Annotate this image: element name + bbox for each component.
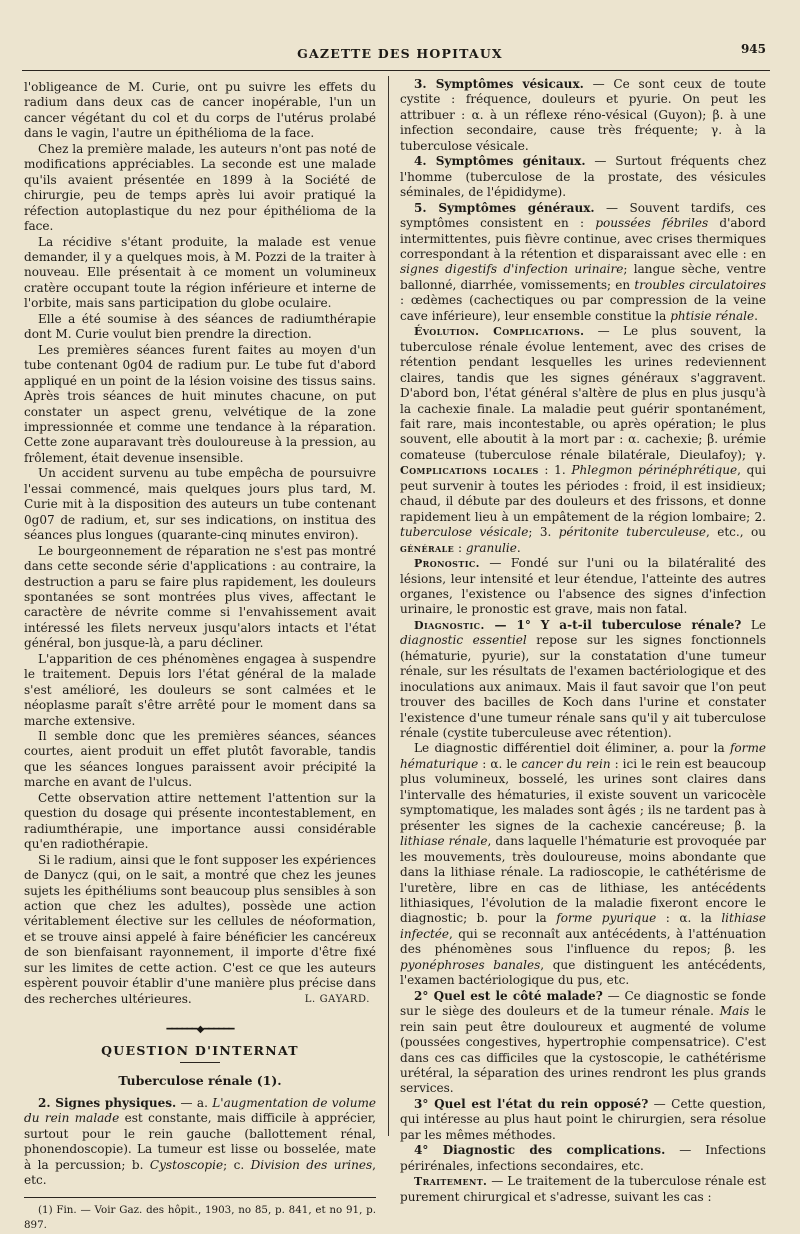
footnote: (1) Fin. — Voir Gaz. des hôpit., 1903, no 85, p. 841, et no 91, p. 897.	[24, 1203, 376, 1232]
column-divider	[388, 76, 389, 1136]
subsection-heading: Pronostic.	[414, 557, 480, 571]
paragraph: Un accident survenu au tube empêcha de poursuivre l'essai commencé, mais quelques jours plus tard, M. Curie mit à la disposition des auteurs un tube contenant 0g07 de radium, et, sur ses indications, on institua des séances plus longues (quarante-cinq minutes environ).	[24, 466, 376, 543]
paragraph-diagnostic: Diagnostic. — 1° Y a-t-il tuberculose rénale? Le diagnostic essentiel repose sur les signes fonctionnels (hématurie, pyurie), sur la constatation d'une tumeur rénale, sur les résultats de l'examen bactériologique et des inoculations aux animaux. Mais il faut savoir que l'on peut trouver des bacilles de Koch dans l'urine et constater l'existence d'une tumeur rénale sans qu'il y ait tuberculose rénale (cystite tuberculeuse avec rétention).	[400, 617, 767, 741]
paragraph-traitement: Traitement. — Le traitement de la tuberculose rénale est purement chirurgical et s'adresse, suivant les cas :	[400, 1174, 766, 1204]
paragraph-symptomes-genitaux: 4. Symptômes génitaux. — Surtout fréquents chez l'homme (tuberculose de la prostate, des vésicules séminales, de l'épididyme).	[400, 154, 766, 200]
header-rule	[22, 70, 770, 71]
subsection-heading: Traitement.	[414, 1175, 488, 1189]
paragraph-symptomes-vesicaux: 3. Symptômes vésicaux. — Ce sont ceux de toute cystite : fréquence, douleurs et pyurie. On peut les attribuer : α. à un réflexe réno-vésical (Guyon); β. à une infection secondaire, cause très fréquente; γ. à la tuberculose vésicale.	[400, 77, 766, 153]
subsection-heading: Diagnostic.	[414, 618, 485, 632]
subsection-heading: 2. Signes physiques.	[38, 1096, 177, 1110]
page-header	[0, 40, 800, 70]
author-signature: L. GAYARD.	[304, 994, 370, 1006]
subsection-heading: 5. Symptômes généraux.	[414, 200, 595, 215]
paragraph: Chez la première malade, les auteurs n'ont pas noté de modifications appréciables. La seconde est une malade qu'ils avaient présentée en 1899 à la Société de chirurgie, peu de temps après lui avoir pratiqué la réfection autoplastique du nez pour épithélioma de la face.	[24, 141, 376, 234]
paragraph: Elle a été soumise à des séances de radiumthérapie dont M. Curie voulut bien prendre la direction.	[24, 311, 376, 342]
paragraph: Si le radium, ainsi que le font supposer les expériences de Danycz (qui, on le sait, a montré que chez les jeunes sujets les épithéliums sont beaucoup plus sensibles à son action que chez les adultes), possède une action véritablement élective sur les cellules de néoformation, et se trouve ainsi appelé à faire bénéficier les cancéreux de son bienfaisant rayonnement, il importe d'être fixé sur les limites de cette action. C'est ce que les auteurs espèrent pouvoir établir d'une manière plus précise dans des recherches ultérieures.	[24, 852, 376, 1006]
page-number: 945	[740, 42, 766, 56]
paragraph-cote-malade: 2° Quel est le côté malade? — Ce diagnostic se fonde sur le siège des douleurs et de la tumeur rénale. Mais le rein sain peut être douloureux et augmenté de volume (poussées congestives, hypertrophie compensatrice). C'est dans ces cas difficiles que la cystoscopie, le cathétérisme urétéral, la séparation des urines rendront les plus grands services.	[400, 988, 766, 1096]
paragraph-rein-oppose: 3° Quel est l'état du rein opposé? — Cette question, qui intéresse au plus haut point le chirurgien, sera résolue par les mêmes méthodes.	[400, 1096, 766, 1142]
section-rule	[180, 1062, 220, 1063]
subsection-heading: 4. Symptômes génitaux.	[414, 154, 586, 169]
paragraph: Les premières séances furent faites au moyen d'un tube contenant 0g04 de radium pur. Le tube fut d'abord appliqué en un point de la lésion voisine des tissus sains. Après trois séances de huit minutes chacune, on put constater un aspect grenu, velvétique de la zone impressionnée et comme une tendance à la réparation. Cette zone auparavant très douloureuse à la pression, au frôlement, était devenue insensible.	[24, 342, 376, 465]
paragraph: La récidive s'étant produite, la malade est venue demander, il y a quelques mois, à M. Pozzi de la traiter à nouveau. Elle présentait à ce moment un volumineux cratère occupant toute la région inférieure et interne de l'orbite, mais sans participation du globe oculaire.	[24, 234, 376, 311]
subsection-heading: Évolution. Complications.	[414, 325, 585, 339]
section-title: QUESTION D'INTERNAT	[101, 1043, 299, 1059]
paragraph-symptomes-generaux: 5. Symptômes généraux. — Souvent tardifs, ces symptômes consistent en : poussées fébriles d'abord intermittentes, puis fièvre continue, avec crises thermiques correspondant à la rétention et disparaissant avec elle : en signes digestifs d'infection urinaire; langue sèche, ventre ballonné, diarrhée, vomissements; en troubles circulatoires : œdèmes (cachectiques ou par compression de la veine cave inférieure), leur ensemble constitue la phtisie rénale.	[400, 200, 767, 323]
paragraph: Cette observation attire nettement l'attention sur la question du dosage qui présente incontestablement, en radiumthérapie, une importance aussi considérable qu'en radiothérapie.	[24, 790, 376, 852]
right-column	[400, 77, 766, 1205]
paragraph: Il semble donc que les premières séances, séances courtes, aient produit un effet plutôt favorable, tandis que les séances longues paraissent avoir précipité la marche en avant de l'ulcus.	[24, 729, 376, 790]
subsection-heading: 3. Symptômes vésicaux.	[414, 77, 584, 91]
paragraph: l'obligeance de M. Curie, ont pu suivre les effets du radium dans deux cas de cancer inopérable, l'un un cancer végétant du col et du corps de l'utérus prolabé dans le vagin, l'autre un épithélioma de la face.	[24, 80, 376, 141]
paragraph-evolution: Évolution. Complications. — Le plus souvent, la tuberculose rénale évolue lentement, avec des crises de rétention pendant lesquelles les urines redeviennent claires, tandis que les signes généraux s'aggravent. D'abord bon, l'état général s'altère de plus en plus jusqu'à la cachexie finale. La maladie peut guérir spontanément, fait rare, mais incontestable, ou après opération; le plus souvent, elle aboutit à la mort par : α. cachexie; β. urémie comateuse (tuberculose rénale bilatérale, Dieulafoy); γ. Complications locales : 1. Phlegmon périnéphrétique, qui peut survenir à toutes les périodes : froid, il est insidieux; chaud, il débute par des douleurs et des frissons, et donne rapidement lieu à un empâtement de la région lombaire; 2. tuberculose vésicale; 3. péritonite tuberculeuse, etc., ou générale : granulie.	[400, 324, 767, 555]
paragraph-diagnostic-differentiel: Le diagnostic différentiel doit éliminer, a. pour la forme hématurique : α. le cancer du rein : ici le rein est beaucoup plus volumineux, bosselé, les urines sont claires dans l'intervalle des hématuries, il existe souvent un varicocèle symptomatique, les malades sont âgés ; ils ne tardent pas à présenter les signes de la cachexie cancéreuse; β. la lithiase rénale, dans laquelle l'hématurie est provoquée par les mouvements, très douloureuse, moins abondante que dans la lithiase rénale. La radioscopie, le cathétérisme de l'uretère, libre en cas de lithiase, les antécédents lithiasiques, l'évolution de la maladie fixeront encore le diagnostic; b. pour la forme pyurique : α. la lithiase infectée, qui se reconnaît aux antécédents, à l'atténuation des phénomènes sous l'influence du repos; β. les pyonéphroses banales, que distinguent les antécédents, l'examen bactériologique du pus, etc.	[400, 741, 766, 988]
paragraph: L'apparition de ces phénomènes engagea à suspendre le traitement. Depuis lors l'état général de la malade s'est amélioré, les douleurs se sont calmées et le néoplasme paraît s'être arrêté pour le moment dans sa marche extensive.	[24, 651, 376, 728]
subsection-heading: 4° Diagnostic des complications.	[414, 1143, 666, 1158]
footnote-rule	[24, 1197, 376, 1198]
paragraph: Le bourgeonnement de réparation ne s'est pas montré dans cette seconde série d'applications : au contraire, la destruction a paru se faire plus rapidement, les douleurs spontanées se sont montrées plus vives, affectant le caractère de névrite comme si l'envahissement avait intéressé les filets nerveux jusqu'alors intacts et l'état général, bon jusque-là, a paru décliner.	[24, 543, 376, 651]
paragraph-pronostic: Pronostic. — Fondé sur l'uni ou la bilatéralité des lésions, leur intensité et leur étendue, l'atteinte des autres organes, l'existence ou l'absence des signes d'infection urinaire, le pronostic est grave, mais non fatal.	[400, 556, 766, 617]
paragraph-complications: 4° Diagnostic des complications. — Infections périrénales, infections secondaires, etc.	[400, 1143, 766, 1173]
left-column	[24, 80, 376, 1234]
ornament-divider: ━━━━━━◆━━━━━━	[166, 1023, 234, 1035]
subsection-heading: 2° Quel est le côté malade?	[414, 988, 603, 1003]
article-title: Tuberculose rénale (1).	[118, 1072, 282, 1088]
paragraph-signes-physiques: 2. Signes physiques. — a. L'augmentation de volume du rein malade est constante, mais difficile à apprécier, surtout pour le rein gauche (ballottement rénal, phonendoscopie). La tumeur est lisse ou bosselée, mate à la percussion; b. Cystoscopie; c. Division des urines, etc.	[24, 1096, 377, 1188]
running-title: GAZETTE DES HOPITAUX	[297, 46, 503, 61]
subsection-heading: 3° Quel est l'état du rein opposé?	[414, 1096, 649, 1111]
